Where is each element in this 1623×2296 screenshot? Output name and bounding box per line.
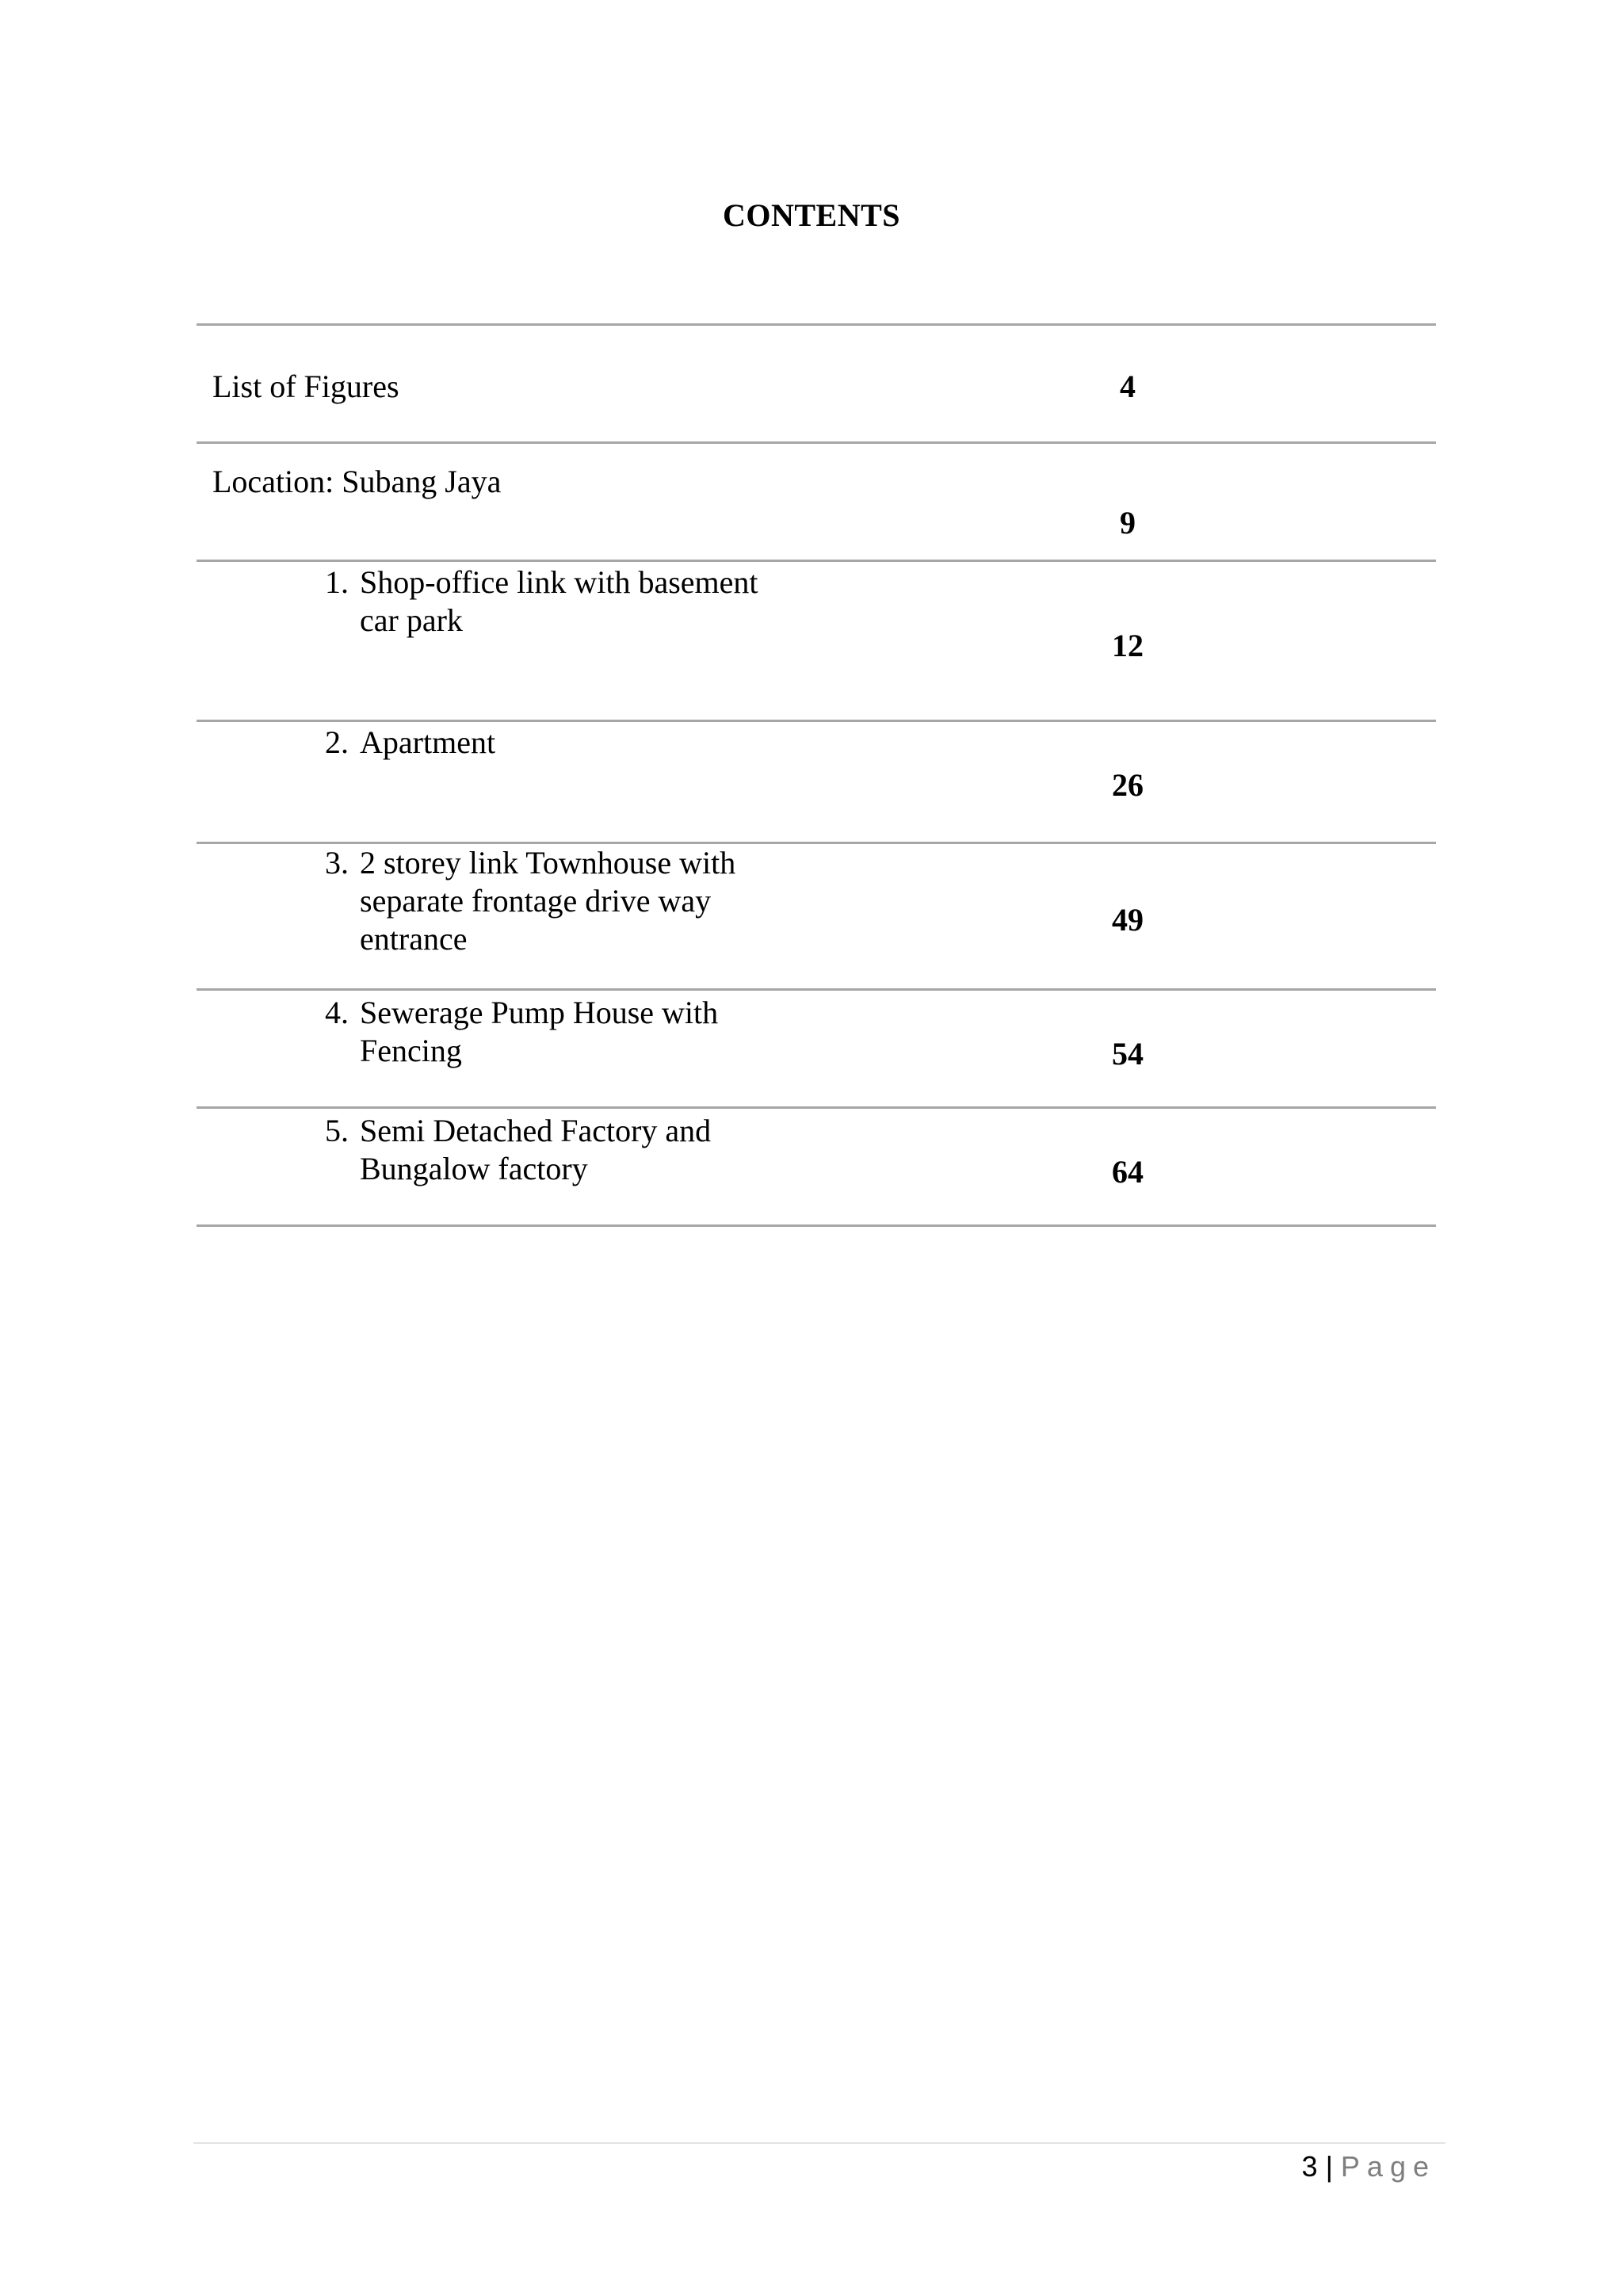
toc-row-location[interactable] (197, 444, 1436, 562)
footer-page-word: Page (1340, 2150, 1436, 2183)
toc-entry-line: entrance (360, 921, 468, 957)
toc-row-3[interactable] (197, 844, 1436, 991)
toc-entry-number: 1. (325, 564, 349, 600)
toc-entry-label: Location: Subang Jaya (212, 464, 502, 499)
table-of-contents (197, 323, 1436, 1227)
toc-entry-page: 49 (1112, 902, 1144, 938)
toc-row-1[interactable] (197, 562, 1436, 722)
toc-entry-line: separate frontage drive way (360, 883, 712, 919)
toc-entry-page: 54 (1112, 1036, 1144, 1072)
toc-entry-label: List of Figures (212, 369, 399, 404)
toc-entry-text (360, 1112, 835, 1188)
toc-entry-page: 12 (1112, 628, 1144, 663)
toc-entry-text (360, 844, 835, 958)
toc-entry-number: 4. (325, 995, 349, 1030)
toc-entry-page: 64 (1112, 1154, 1144, 1190)
toc-entry-text (360, 724, 835, 762)
footer-divider (193, 2142, 1445, 2144)
toc-entry-text (360, 994, 835, 1070)
page-title: CONTENTS (722, 197, 901, 233)
page-footer (1302, 2149, 1436, 2184)
toc-entry-number: 2. (325, 724, 349, 760)
toc-row-list-of-figures[interactable] (197, 326, 1436, 444)
toc-entry-line: 2 storey link Townhouse with (360, 845, 736, 881)
toc-entry-number: 5. (325, 1113, 349, 1148)
toc-entry-text (360, 563, 835, 640)
toc-entry-page: 9 (1120, 505, 1136, 541)
toc-entry-line: Sewerage Pump House with (360, 995, 719, 1030)
toc-entry-line: car park (360, 602, 463, 638)
toc-entry-page: 26 (1112, 767, 1144, 803)
toc-row-2[interactable] (197, 722, 1436, 844)
footer-page-number: 3 (1301, 2150, 1318, 2183)
toc-entry-number: 3. (325, 845, 349, 881)
toc-entry-line: Shop-office link with basement (360, 564, 758, 600)
toc-entry-line: Semi Detached Factory and (360, 1113, 712, 1148)
toc-entry-line: Apartment (360, 724, 496, 760)
toc-entry-line: Fencing (360, 1033, 462, 1068)
toc-entry-line: Bungalow factory (360, 1151, 588, 1186)
toc-row-4[interactable] (197, 991, 1436, 1109)
toc-entry-page: 4 (1120, 369, 1136, 404)
footer-separator: | (1325, 2150, 1333, 2183)
toc-row-5[interactable] (197, 1109, 1436, 1227)
